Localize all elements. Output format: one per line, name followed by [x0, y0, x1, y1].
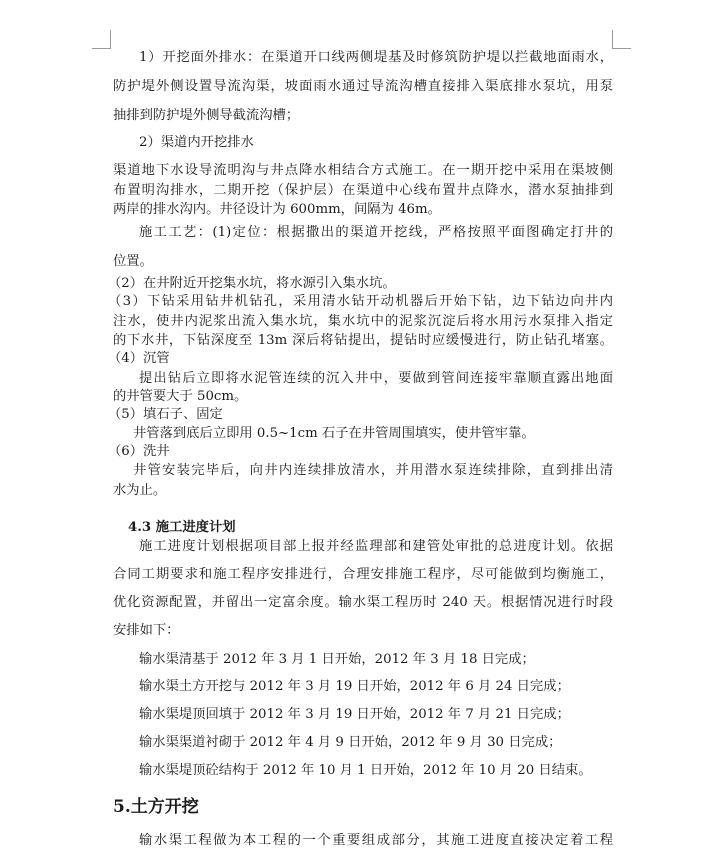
schedule-item: 输水渠土方开挖与 2012 年 3 月 19 日开始，2012 年 6 月 24 日完成； [139, 679, 570, 694]
paragraph-line: 施工进度计划根据项目部上报并经监理部和建管处审批的总进度计划。依据 [139, 539, 613, 554]
paragraph-line: 安排如下： [113, 623, 180, 638]
section-heading-5: 5.土方开挖 [113, 797, 199, 817]
paragraph-line: 的下水井，下钻深度至 13m 深后将钻提出，提钻时应缓慢进行，防止钻孔堵塞。 [113, 333, 613, 348]
paragraph-line: 的井管要大于 50cm。 [113, 389, 248, 404]
paragraph-line: 两岸的排水沟内。井径设计为 600mm，间隔为 46m。 [113, 202, 441, 217]
section-heading-4-3: 4.3 施工进度计划 [128, 520, 236, 535]
paragraph-line: 井管安装完毕后，向井内连续排放清水，并用潜水泵连续排除，直到排出清 [133, 463, 613, 478]
schedule-item: 输水渠清基于 2012 年 3 月 1 日开始，2012 年 3 月 18 日完成； [139, 652, 535, 667]
page-corner-mark-top-right [612, 30, 631, 49]
list-item-line: （2）在井附近开挖集水坑，将水源引入集水坑。 [108, 276, 396, 291]
schedule-item: 输水渠渠道衬砌于 2012 年 4 月 9 日开始，2012 年 9 月 30 日完成； [139, 735, 562, 750]
paragraph-line: 抽排到防护堤外侧导截流沟槽； [113, 108, 300, 123]
paragraph-line: 注水，使井内泥浆出流入集水坑，集水坑中的泥浆沉淀后将水用污水泵排入指定 [113, 314, 613, 329]
list-item-line: （4）沉管 [108, 351, 170, 366]
list-item-line: （3）下钻采用钻井机钻孔，采用清水钻开动机器后开始下钻，边下钻边向井内 [108, 294, 613, 309]
list-item-line: （6）洗井 [108, 444, 170, 459]
paragraph-line: 合同工期要求和施工程序安排进行，合理安排施工程序，尽可能做到均衡施工， [113, 567, 613, 582]
list-item-line: （5）填石子、固定 [108, 407, 223, 422]
paragraph-line: 1）开挖面外排水：在渠道开口线两侧堤基及时修筑防护堤以拦截地面雨水， [139, 50, 613, 65]
paragraph-line: 位置。 [113, 254, 153, 269]
paragraph-line: 输水渠工程做为本工程的一个重要组成部分，其施工进度直接决定着工程 [139, 833, 613, 848]
paragraph-line: 优化资源配置，并留出一定富余度。输水渠工程历时 240 天。根据情况进行时段 [113, 595, 613, 610]
schedule-item: 输水渠堤顶砼结构于 2012 年 10 月 1 日开始，2012 年 10 月 20 日结束。 [139, 763, 592, 778]
paragraph-line: 施工工艺：(1)定位：根据撒出的渠道开挖线，严格按照平面图确定打井的 [139, 225, 613, 240]
paragraph-line: 水为止。 [113, 483, 167, 498]
paragraph-line: 2）渠道内开挖排水 [139, 135, 254, 150]
schedule-item: 输水渠堤顶回填于 2012 年 3 月 19 日开始，2012 年 7 月 21 日完成； [139, 707, 570, 722]
paragraph-line: 渠道地下水设导流明沟与井点降水相结合方式施工。在一期开挖中采用在渠坡侧 [113, 163, 613, 178]
paragraph-line: 井管落到底后立即用 0.5~1cm 石子在井管周围填实，使井管牢靠。 [133, 426, 535, 441]
paragraph-line: 提出钻后立即将水泥管连续的沉入井中，要做到管间连接牢靠顺直露出地面 [139, 371, 613, 386]
paragraph-line: 防护堤外侧设置导流沟渠，坡面雨水通过导流沟槽直接排入渠底排水泵坑，用泵 [113, 79, 613, 94]
page-corner-mark-top-left [92, 30, 111, 49]
paragraph-line: 布置明沟排水，二期开挖（保护层）在渠道中心线布置井点降水，潜水泵抽排到 [113, 183, 613, 198]
